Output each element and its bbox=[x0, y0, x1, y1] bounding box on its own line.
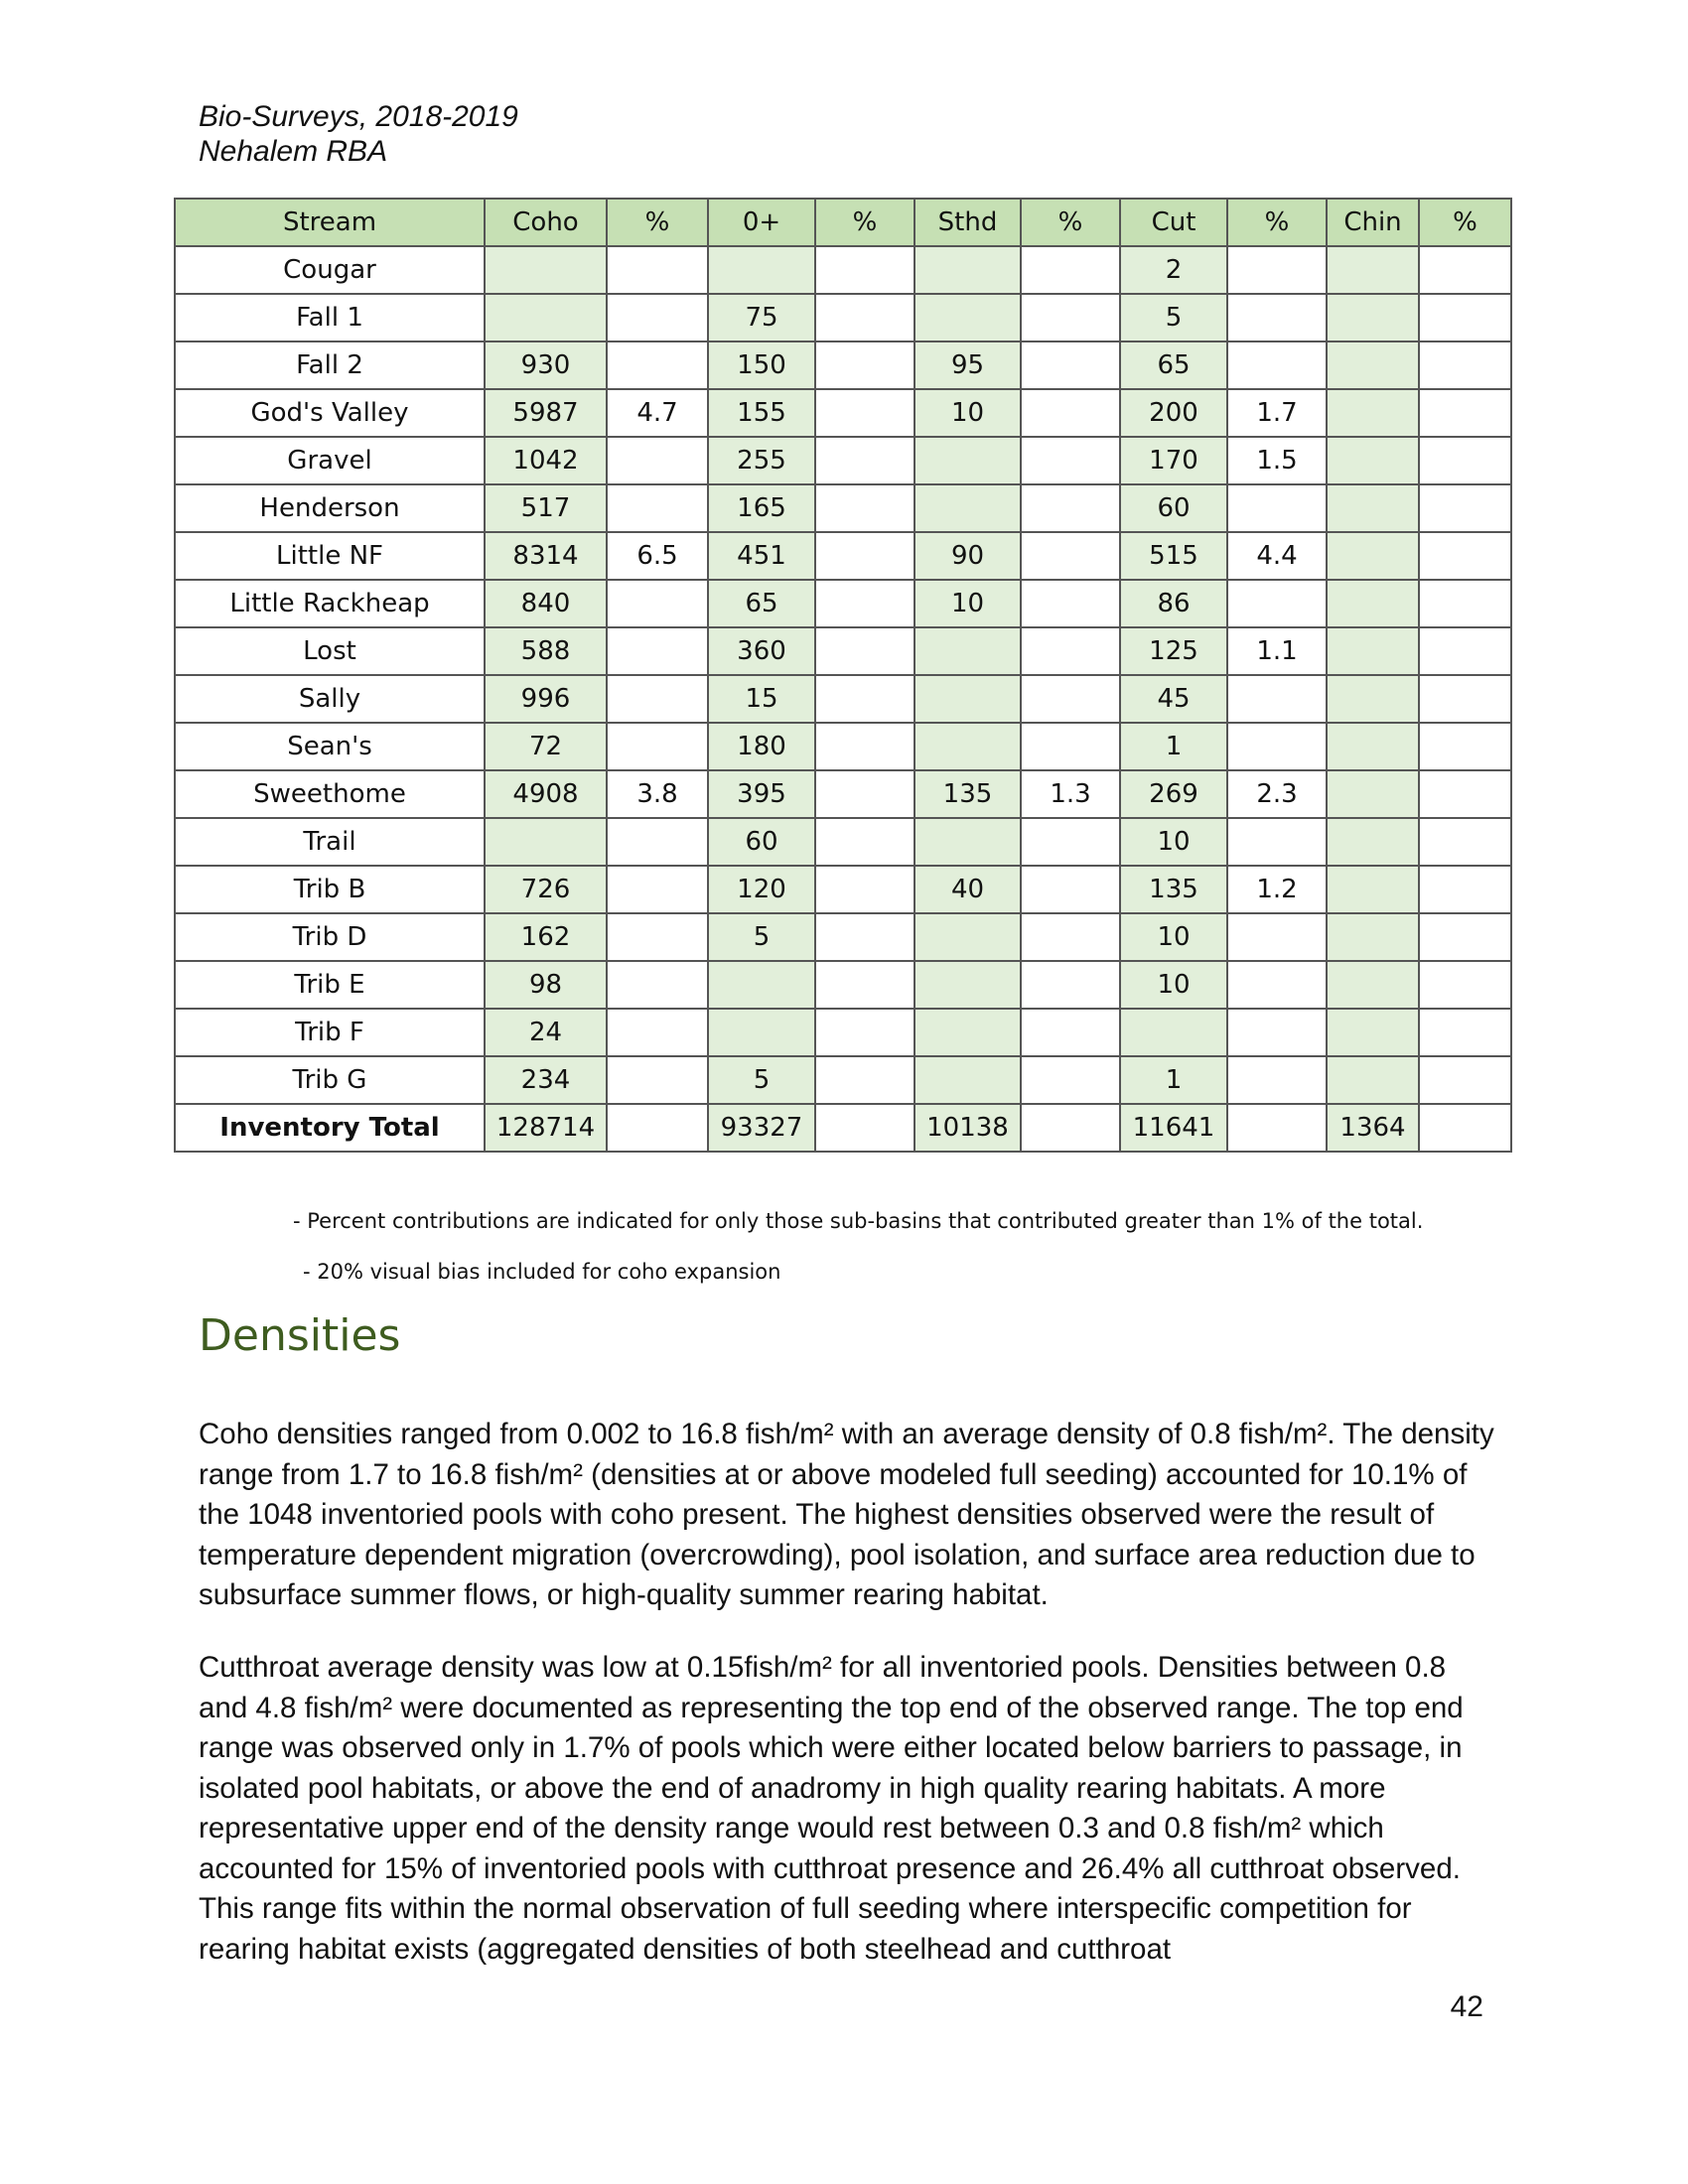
cell-sthd: 10138 bbox=[914, 1104, 1021, 1152]
cell-stream: Fall 1 bbox=[175, 294, 485, 341]
abundance-table bbox=[174, 198, 1512, 1153]
table-row bbox=[175, 818, 1511, 866]
cell-stream: Inventory Total bbox=[175, 1104, 485, 1152]
cell-chin bbox=[1327, 484, 1419, 532]
cell-stream: Trib D bbox=[175, 913, 485, 961]
cell-stream: Trail bbox=[175, 818, 485, 866]
cell-sthd-pct bbox=[1021, 532, 1120, 580]
table-row bbox=[175, 913, 1511, 961]
cell-chin-pct bbox=[1419, 580, 1511, 627]
cell-chin-pct bbox=[1419, 818, 1511, 866]
cell-cut: 45 bbox=[1120, 675, 1227, 723]
cell-sthd-pct bbox=[1021, 341, 1120, 389]
cell-zero-plus-pct bbox=[815, 341, 914, 389]
cell-stream: Little Rackheap bbox=[175, 580, 485, 627]
cell-chin bbox=[1327, 532, 1419, 580]
cell-chin bbox=[1327, 389, 1419, 437]
cell-cut-pct: 4.4 bbox=[1227, 532, 1327, 580]
total-row bbox=[175, 1104, 1511, 1152]
cell-coho: 840 bbox=[485, 580, 607, 627]
cell-coho: 162 bbox=[485, 913, 607, 961]
cell-zero-plus-pct bbox=[815, 437, 914, 484]
cell-zero-plus-pct bbox=[815, 1056, 914, 1104]
cell-coho bbox=[485, 246, 607, 294]
table-row bbox=[175, 1009, 1511, 1056]
cell-cut: 10 bbox=[1120, 913, 1227, 961]
cell-chin bbox=[1327, 627, 1419, 675]
cell-coho-pct bbox=[607, 294, 708, 341]
table-row bbox=[175, 675, 1511, 723]
cell-coho-pct: 4.7 bbox=[607, 389, 708, 437]
cell-zero-plus: 451 bbox=[708, 532, 815, 580]
cell-chin-pct bbox=[1419, 437, 1511, 484]
cell-chin-pct bbox=[1419, 770, 1511, 818]
cell-cut-pct bbox=[1227, 1009, 1327, 1056]
paragraph-cutthroat-densities: Cutthroat average density was low at 0.15fish/m² for all inventoried pools. Densities between 0.8 and 4.8 fish/m² were documented as representing the top end of the observed range. The top end range was observed only in 1.7% of pools which were either located below barriers to passage, in isolated pool habitats, or above the end of anadromy in high quality rearing habitats. A more representative upper end of the density range would rest between 0.3 and 0.8 fish/m² which accounted for 15% of inventoried pools with cutthroat presence and 26.4% all cutthroat observed. This range fits within the normal observation of full seeding where interspecific competition for rearing habitat exists (aggregated densities of both steelhead and cutthroat bbox=[199, 1651, 1464, 1966]
cell-stream: Little NF bbox=[175, 532, 485, 580]
cell-cut: 60 bbox=[1120, 484, 1227, 532]
cell-sthd-pct bbox=[1021, 675, 1120, 723]
cell-zero-plus: 65 bbox=[708, 580, 815, 627]
cell-zero-plus bbox=[708, 246, 815, 294]
cell-cut-pct bbox=[1227, 818, 1327, 866]
column-header-coho: Coho bbox=[485, 199, 607, 246]
cell-sthd-pct bbox=[1021, 723, 1120, 770]
header-subtitle: Nehalem RBA bbox=[199, 135, 388, 168]
cell-cut: 125 bbox=[1120, 627, 1227, 675]
column-header-coho-pct: % bbox=[607, 199, 708, 246]
cell-chin bbox=[1327, 294, 1419, 341]
cell-cut-pct bbox=[1227, 580, 1327, 627]
cell-sthd-pct bbox=[1021, 580, 1120, 627]
header-title: Bio-Surveys, 2018-2019 bbox=[199, 100, 518, 133]
cell-cut-pct bbox=[1227, 1056, 1327, 1104]
cell-zero-plus-pct bbox=[815, 770, 914, 818]
running-header bbox=[199, 99, 518, 169]
cell-sthd bbox=[914, 913, 1021, 961]
cell-stream: God's Valley bbox=[175, 389, 485, 437]
cell-stream: Trib F bbox=[175, 1009, 485, 1056]
cell-chin-pct bbox=[1419, 532, 1511, 580]
cell-sthd-pct bbox=[1021, 1009, 1120, 1056]
cell-sthd-pct bbox=[1021, 1056, 1120, 1104]
column-header-zero-plus-pct: % bbox=[815, 199, 914, 246]
cell-cut: 86 bbox=[1120, 580, 1227, 627]
cell-sthd-pct bbox=[1021, 437, 1120, 484]
cell-zero-plus bbox=[708, 961, 815, 1009]
cell-sthd: 10 bbox=[914, 580, 1021, 627]
cell-stream: Henderson bbox=[175, 484, 485, 532]
cell-cut-pct: 2.3 bbox=[1227, 770, 1327, 818]
cell-coho-pct bbox=[607, 675, 708, 723]
cell-coho-pct bbox=[607, 961, 708, 1009]
cell-coho bbox=[485, 294, 607, 341]
table-header-row bbox=[175, 199, 1511, 246]
cell-zero-plus: 15 bbox=[708, 675, 815, 723]
cell-cut-pct: 1.7 bbox=[1227, 389, 1327, 437]
cell-sthd bbox=[914, 818, 1021, 866]
cell-zero-plus-pct bbox=[815, 246, 914, 294]
cell-zero-plus: 165 bbox=[708, 484, 815, 532]
cell-sthd-pct bbox=[1021, 913, 1120, 961]
cell-cut-pct: 1.5 bbox=[1227, 437, 1327, 484]
cell-zero-plus-pct bbox=[815, 1009, 914, 1056]
cell-chin-pct bbox=[1419, 627, 1511, 675]
cell-stream: Lost bbox=[175, 627, 485, 675]
cell-chin-pct bbox=[1419, 723, 1511, 770]
cell-stream: Sweethome bbox=[175, 770, 485, 818]
table-row bbox=[175, 246, 1511, 294]
cell-sthd-pct bbox=[1021, 818, 1120, 866]
cell-sthd-pct bbox=[1021, 1104, 1120, 1152]
cell-stream: Gravel bbox=[175, 437, 485, 484]
cell-coho-pct bbox=[607, 723, 708, 770]
cell-zero-plus-pct bbox=[815, 1104, 914, 1152]
table-row bbox=[175, 866, 1511, 913]
cell-zero-plus-pct bbox=[815, 913, 914, 961]
table-row bbox=[175, 627, 1511, 675]
cell-chin-pct bbox=[1419, 961, 1511, 1009]
cell-cut-pct: 1.1 bbox=[1227, 627, 1327, 675]
cell-coho: 1042 bbox=[485, 437, 607, 484]
cell-sthd bbox=[914, 484, 1021, 532]
table-row bbox=[175, 437, 1511, 484]
cell-sthd-pct bbox=[1021, 627, 1120, 675]
cell-sthd: 40 bbox=[914, 866, 1021, 913]
column-header-sthd: Sthd bbox=[914, 199, 1021, 246]
cell-chin bbox=[1327, 770, 1419, 818]
table-row bbox=[175, 723, 1511, 770]
table-row bbox=[175, 961, 1511, 1009]
cell-sthd-pct bbox=[1021, 389, 1120, 437]
cell-coho-pct bbox=[607, 1009, 708, 1056]
cell-chin-pct bbox=[1419, 389, 1511, 437]
cell-zero-plus-pct bbox=[815, 818, 914, 866]
cell-chin bbox=[1327, 913, 1419, 961]
cell-chin-pct bbox=[1419, 246, 1511, 294]
page-number: 42 bbox=[1450, 1990, 1483, 2023]
cell-coho-pct: 3.8 bbox=[607, 770, 708, 818]
cell-chin-pct bbox=[1419, 484, 1511, 532]
table-row bbox=[175, 294, 1511, 341]
cell-sthd: 135 bbox=[914, 770, 1021, 818]
table-row bbox=[175, 484, 1511, 532]
cell-sthd bbox=[914, 1009, 1021, 1056]
cell-chin-pct bbox=[1419, 675, 1511, 723]
paragraph-coho-densities: Coho densities ranged from 0.002 to 16.8 fish/m² with an average density of 0.8 fish/m². The density range from 1.7 to 16.8 fish/m² (densities at or above modeled full seeding) accounted for 10.1% of the 1048 inventoried pools with coho present. The highest densities observed were the result of temperature dependent migration (overcrowding), pool isolation, and surface area reduction due to subsurface summer flows, or high-quality summer rearing habitat. bbox=[199, 1418, 1494, 1611]
cell-zero-plus-pct bbox=[815, 866, 914, 913]
cell-cut: 269 bbox=[1120, 770, 1227, 818]
cell-cut-pct bbox=[1227, 723, 1327, 770]
cell-coho: 588 bbox=[485, 627, 607, 675]
cell-coho: 234 bbox=[485, 1056, 607, 1104]
cell-cut: 5 bbox=[1120, 294, 1227, 341]
table-row bbox=[175, 770, 1511, 818]
column-header-sthd-pct: % bbox=[1021, 199, 1120, 246]
cell-stream: Fall 2 bbox=[175, 341, 485, 389]
cell-zero-plus-pct bbox=[815, 675, 914, 723]
cell-coho-pct: 6.5 bbox=[607, 532, 708, 580]
cell-sthd: 90 bbox=[914, 532, 1021, 580]
cell-coho-pct bbox=[607, 580, 708, 627]
cell-coho: 4908 bbox=[485, 770, 607, 818]
cell-zero-plus-pct bbox=[815, 723, 914, 770]
cell-cut: 10 bbox=[1120, 961, 1227, 1009]
cell-cut: 170 bbox=[1120, 437, 1227, 484]
cell-sthd-pct bbox=[1021, 246, 1120, 294]
cell-stream: Trib B bbox=[175, 866, 485, 913]
cell-coho: 5987 bbox=[485, 389, 607, 437]
cell-coho-pct bbox=[607, 246, 708, 294]
cell-cut: 1 bbox=[1120, 723, 1227, 770]
cell-zero-plus-pct bbox=[815, 389, 914, 437]
cell-cut-pct bbox=[1227, 484, 1327, 532]
column-header-cut-pct: % bbox=[1227, 199, 1327, 246]
cell-zero-plus-pct bbox=[815, 961, 914, 1009]
cell-coho-pct bbox=[607, 866, 708, 913]
cell-cut: 515 bbox=[1120, 532, 1227, 580]
cell-zero-plus-pct bbox=[815, 532, 914, 580]
cell-chin bbox=[1327, 866, 1419, 913]
cell-zero-plus: 5 bbox=[708, 1056, 815, 1104]
cell-zero-plus: 155 bbox=[708, 389, 815, 437]
column-header-cut: Cut bbox=[1120, 199, 1227, 246]
cell-coho: 24 bbox=[485, 1009, 607, 1056]
cell-zero-plus: 93327 bbox=[708, 1104, 815, 1152]
cell-cut-pct bbox=[1227, 246, 1327, 294]
cell-chin bbox=[1327, 246, 1419, 294]
cell-zero-plus bbox=[708, 1009, 815, 1056]
cell-coho: 72 bbox=[485, 723, 607, 770]
cell-sthd-pct: 1.3 bbox=[1021, 770, 1120, 818]
cell-cut-pct bbox=[1227, 1104, 1327, 1152]
cell-chin-pct bbox=[1419, 294, 1511, 341]
cell-chin: 1364 bbox=[1327, 1104, 1419, 1152]
column-header-zero-plus: 0+ bbox=[708, 199, 815, 246]
cell-chin-pct bbox=[1419, 1009, 1511, 1056]
cell-stream: Sean's bbox=[175, 723, 485, 770]
cell-sthd bbox=[914, 627, 1021, 675]
cell-coho: 726 bbox=[485, 866, 607, 913]
cell-cut-pct bbox=[1227, 341, 1327, 389]
cell-coho-pct bbox=[607, 484, 708, 532]
cell-coho-pct bbox=[607, 913, 708, 961]
cell-chin bbox=[1327, 437, 1419, 484]
cell-stream: Sally bbox=[175, 675, 485, 723]
cell-chin bbox=[1327, 675, 1419, 723]
cell-cut-pct bbox=[1227, 913, 1327, 961]
cell-cut: 135 bbox=[1120, 866, 1227, 913]
cell-coho: 8314 bbox=[485, 532, 607, 580]
cell-sthd bbox=[914, 723, 1021, 770]
cell-stream: Trib G bbox=[175, 1056, 485, 1104]
table-row bbox=[175, 389, 1511, 437]
cell-sthd-pct bbox=[1021, 866, 1120, 913]
cell-coho-pct bbox=[607, 1104, 708, 1152]
cell-cut: 200 bbox=[1120, 389, 1227, 437]
cell-zero-plus-pct bbox=[815, 627, 914, 675]
cell-cut: 1 bbox=[1120, 1056, 1227, 1104]
cell-coho: 98 bbox=[485, 961, 607, 1009]
cell-zero-plus: 75 bbox=[708, 294, 815, 341]
cell-coho: 128714 bbox=[485, 1104, 607, 1152]
cell-coho-pct bbox=[607, 818, 708, 866]
cell-chin-pct bbox=[1419, 341, 1511, 389]
cell-sthd: 10 bbox=[914, 389, 1021, 437]
cell-cut-pct: 1.2 bbox=[1227, 866, 1327, 913]
cell-coho-pct bbox=[607, 437, 708, 484]
cell-chin bbox=[1327, 580, 1419, 627]
cell-coho: 930 bbox=[485, 341, 607, 389]
cell-coho: 996 bbox=[485, 675, 607, 723]
section-heading: Densities bbox=[199, 1310, 401, 1361]
cell-zero-plus-pct bbox=[815, 580, 914, 627]
cell-zero-plus: 120 bbox=[708, 866, 815, 913]
column-header-chin: Chin bbox=[1327, 199, 1419, 246]
cell-sthd bbox=[914, 437, 1021, 484]
cell-zero-plus: 180 bbox=[708, 723, 815, 770]
cell-zero-plus-pct bbox=[815, 484, 914, 532]
cell-zero-plus: 5 bbox=[708, 913, 815, 961]
table-note-bias: - 20% visual bias included for coho expansion bbox=[303, 1260, 781, 1284]
cell-chin-pct bbox=[1419, 913, 1511, 961]
cell-sthd-pct bbox=[1021, 484, 1120, 532]
cell-coho-pct bbox=[607, 627, 708, 675]
cell-cut: 11641 bbox=[1120, 1104, 1227, 1152]
cell-sthd-pct bbox=[1021, 961, 1120, 1009]
cell-cut: 10 bbox=[1120, 818, 1227, 866]
cell-cut-pct bbox=[1227, 675, 1327, 723]
cell-chin-pct bbox=[1419, 1104, 1511, 1152]
cell-cut-pct bbox=[1227, 294, 1327, 341]
cell-sthd bbox=[914, 294, 1021, 341]
cell-sthd bbox=[914, 675, 1021, 723]
cell-stream: Trib E bbox=[175, 961, 485, 1009]
column-header-stream: Stream bbox=[175, 199, 485, 246]
cell-sthd bbox=[914, 961, 1021, 1009]
cell-zero-plus-pct bbox=[815, 294, 914, 341]
table-row bbox=[175, 580, 1511, 627]
column-header-chin-pct: % bbox=[1419, 199, 1511, 246]
table-row bbox=[175, 341, 1511, 389]
cell-chin-pct bbox=[1419, 866, 1511, 913]
cell-sthd-pct bbox=[1021, 294, 1120, 341]
cell-coho-pct bbox=[607, 1056, 708, 1104]
cell-cut bbox=[1120, 1009, 1227, 1056]
table-row bbox=[175, 532, 1511, 580]
cell-cut: 65 bbox=[1120, 341, 1227, 389]
cell-chin-pct bbox=[1419, 1056, 1511, 1104]
cell-coho-pct bbox=[607, 341, 708, 389]
cell-zero-plus: 255 bbox=[708, 437, 815, 484]
cell-zero-plus: 395 bbox=[708, 770, 815, 818]
cell-zero-plus: 60 bbox=[708, 818, 815, 866]
cell-sthd: 95 bbox=[914, 341, 1021, 389]
cell-chin bbox=[1327, 341, 1419, 389]
cell-chin bbox=[1327, 818, 1419, 866]
table-row bbox=[175, 1056, 1511, 1104]
cell-zero-plus: 150 bbox=[708, 341, 815, 389]
cell-zero-plus: 360 bbox=[708, 627, 815, 675]
cell-coho bbox=[485, 818, 607, 866]
cell-cut-pct bbox=[1227, 961, 1327, 1009]
cell-stream: Cougar bbox=[175, 246, 485, 294]
cell-chin bbox=[1327, 1056, 1419, 1104]
cell-cut: 2 bbox=[1120, 246, 1227, 294]
cell-chin bbox=[1327, 961, 1419, 1009]
cell-coho: 517 bbox=[485, 484, 607, 532]
cell-sthd bbox=[914, 246, 1021, 294]
cell-chin bbox=[1327, 723, 1419, 770]
table-note-percent: - Percent contributions are indicated for only those sub-basins that contributed greater than 1% of the total. bbox=[293, 1209, 1424, 1233]
cell-chin bbox=[1327, 1009, 1419, 1056]
cell-sthd bbox=[914, 1056, 1021, 1104]
